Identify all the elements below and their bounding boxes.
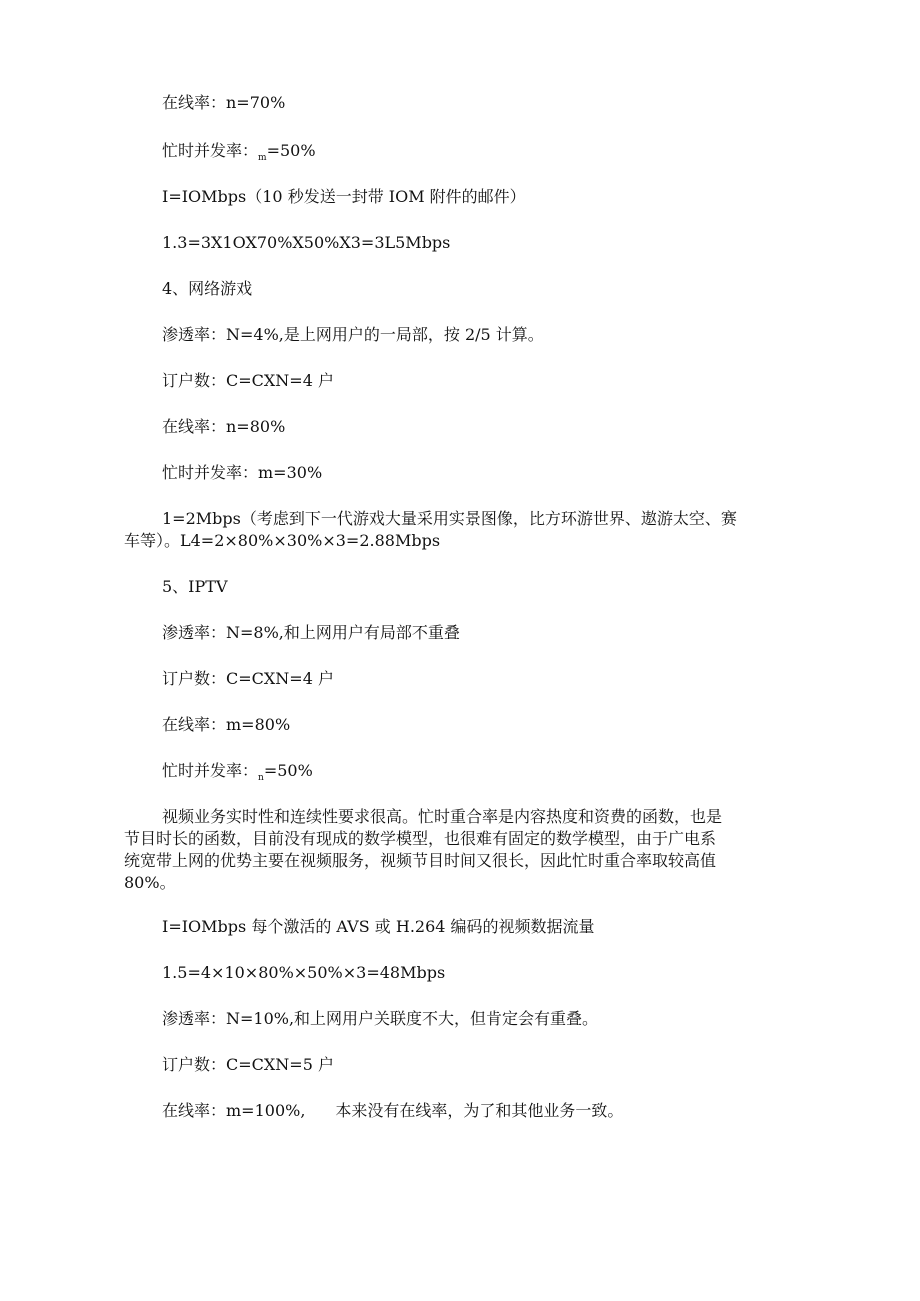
paragraph-line: 节目时长的函数，目前没有现成的数学模型，也很难有固定的数学模型，由于广电系	[124, 829, 717, 848]
online-rate-line: 在线率：n=70%	[162, 93, 286, 112]
busy-concurrency-value: =50%	[263, 761, 313, 780]
penetration-rate-line: 渗透率：N=10%,和上网用户关联度不大，但肯定会有重叠。	[162, 1009, 599, 1028]
online-rate-note: 本来没有在线率，为了和其他业务一致。	[335, 1101, 624, 1120]
section-heading-gaming: 4、网络游戏	[162, 279, 253, 298]
paragraph-line: 80%。	[124, 873, 176, 892]
bandwidth-line: I=IOMbps 每个激活的 AVS 或 H.264 编码的视频数据流量	[162, 917, 595, 936]
online-rate-line: 在线率：n=80%	[162, 417, 286, 436]
busy-concurrency-label: 忙时并发率：	[162, 761, 259, 780]
penetration-rate-line: 渗透率：N=8%,和上网用户有局部不重叠	[162, 623, 460, 642]
paragraph-line: 车等）。L4=2×80%×30%×3=2.88Mbps	[124, 531, 441, 550]
formula-line: 1.5=4×10×80%×50%×3=48Mbps	[162, 963, 446, 982]
online-rate-line	[162, 1100, 623, 1122]
online-rate-line: 在线率：m=80%	[162, 715, 291, 734]
online-rate-value: 在线率：m=100%,	[162, 1101, 306, 1120]
section-heading-iptv: 5、IPTV	[162, 577, 228, 596]
busy-concurrency-line	[162, 760, 313, 789]
subscriber-count-line: 订户数：C=CXN=4 户	[162, 669, 334, 688]
bandwidth-line: I=IOMbps（10 秒发送一封带 IOM 附件的邮件）	[162, 187, 526, 206]
gaming-bandwidth-paragraph	[124, 508, 802, 552]
busy-concurrency-line: 忙时并发率：m=30%	[162, 463, 323, 482]
busy-concurrency-line	[162, 140, 316, 169]
busy-concurrency-subscript: n	[258, 773, 264, 783]
video-service-paragraph	[124, 806, 802, 894]
busy-concurrency-subscript: m	[258, 153, 267, 163]
paragraph-line: 1=2Mbps（考虑到下一代游戏大量采用实景图像，比方环游世界、遨游太空、赛	[162, 509, 737, 528]
busy-concurrency-label: 忙时并发率：	[162, 141, 259, 160]
subscriber-count-line: 订户数：C=CXN=4 户	[162, 371, 334, 390]
formula-line: 1.3=3X1OX70%X50%X3=3L5Mbps	[162, 233, 451, 252]
penetration-rate-line: 渗透率：N=4%,是上网用户的一局部，按 2/5 计算。	[162, 325, 544, 344]
paragraph-line: 视频业务实时性和连续性要求很高。忙时重合率是内容热度和资费的函数，也是	[162, 807, 723, 826]
subscriber-count-line: 订户数：C=CXN=5 户	[162, 1055, 334, 1074]
paragraph-line: 统宽带上网的优势主要在视频服务，视频节目时间又很长，因此忙时重合率取较高值	[124, 851, 717, 870]
busy-concurrency-value: =50%	[266, 141, 316, 160]
